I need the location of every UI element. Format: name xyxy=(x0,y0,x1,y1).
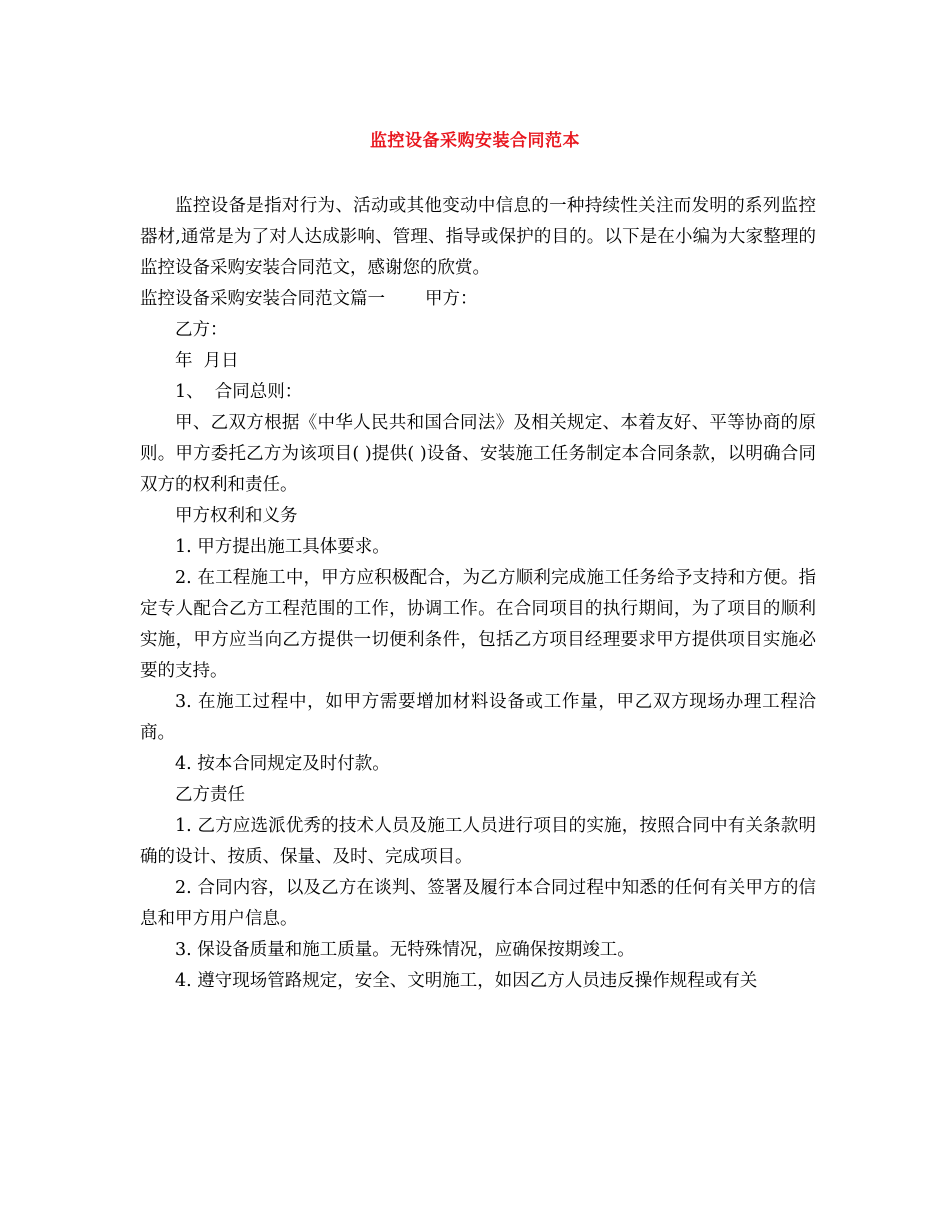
party-b-item: 1. 乙方应选派优秀的技术人员及施工人员进行项目的实施，按照合同中有关条款明确的设计、按质、保量、及时、完成项目。 xyxy=(140,816,816,867)
party-b-responsibility-heading: 乙方责任 xyxy=(175,785,245,805)
party-b-item: 2. 合同内容，以及乙方在谈判、签署及履行本合同过程中知悉的任何有关甲方的信息和甲方用户信息。 xyxy=(140,878,816,929)
general-paragraph: 甲、乙双方根据《中华人民共和国合同法》及相关规定、本着友好、平等协商的原则。甲方委托乙方为该项目( )提供( )设备、安装施工任务制定本合同条款，以明确合同双方的权利和责任。 xyxy=(140,413,816,495)
general-heading: 1、 合同总则： xyxy=(175,382,303,402)
party-a-item: 2. 在工程施工中，甲方应积极配合，为乙方顺利完成施工任务给予支持和方便。指定专人配合乙方工程范围的工作，协调工作。在合同项目的执行期间，为了项目的顺利实施，甲方应当向乙方提供一切便利条件，包括乙方项目经理要求甲方提供项目实施必要的支持。 xyxy=(140,568,816,681)
date-line: 年 月日 xyxy=(175,351,239,371)
document-title: 监控设备采购安装合同范本 xyxy=(370,131,580,151)
party-a-item: 3. 在施工过程中，如甲方需要增加材料设备或工作量，甲乙双方现场办理工程洽商。 xyxy=(140,692,816,743)
section-heading: 监控设备采购安装合同范文篇一 xyxy=(140,289,385,309)
intro-paragraph: 监控设备是指对行为、活动或其他变动中信息的一种持续性关注而发明的系列监控器材,通常是为了对人达成影响、管理、指导或保护的目的。以下是在小编为大家整理的监控设备采购安装合同范文，感谢您的欣赏。 xyxy=(140,196,816,278)
document-body xyxy=(140,191,816,997)
party-a-item: 1. 甲方提出施工具体要求。 xyxy=(175,537,390,557)
party-a-item: 4. 按本合同规定及时付款。 xyxy=(175,754,390,774)
party-b-item: 4. 遵守现场管路规定，安全、文明施工，如因乙方人员违反操作规程或有关 xyxy=(175,971,758,991)
party-a-label: 甲方： xyxy=(425,289,478,309)
section-heading-line xyxy=(140,284,816,315)
party-b-label: 乙方： xyxy=(175,320,228,340)
party-a-rights-heading: 甲方权利和义务 xyxy=(175,506,298,526)
party-b-item: 3. 保设备质量和施工质量。无特殊情况，应确保按期竣工。 xyxy=(175,940,635,960)
